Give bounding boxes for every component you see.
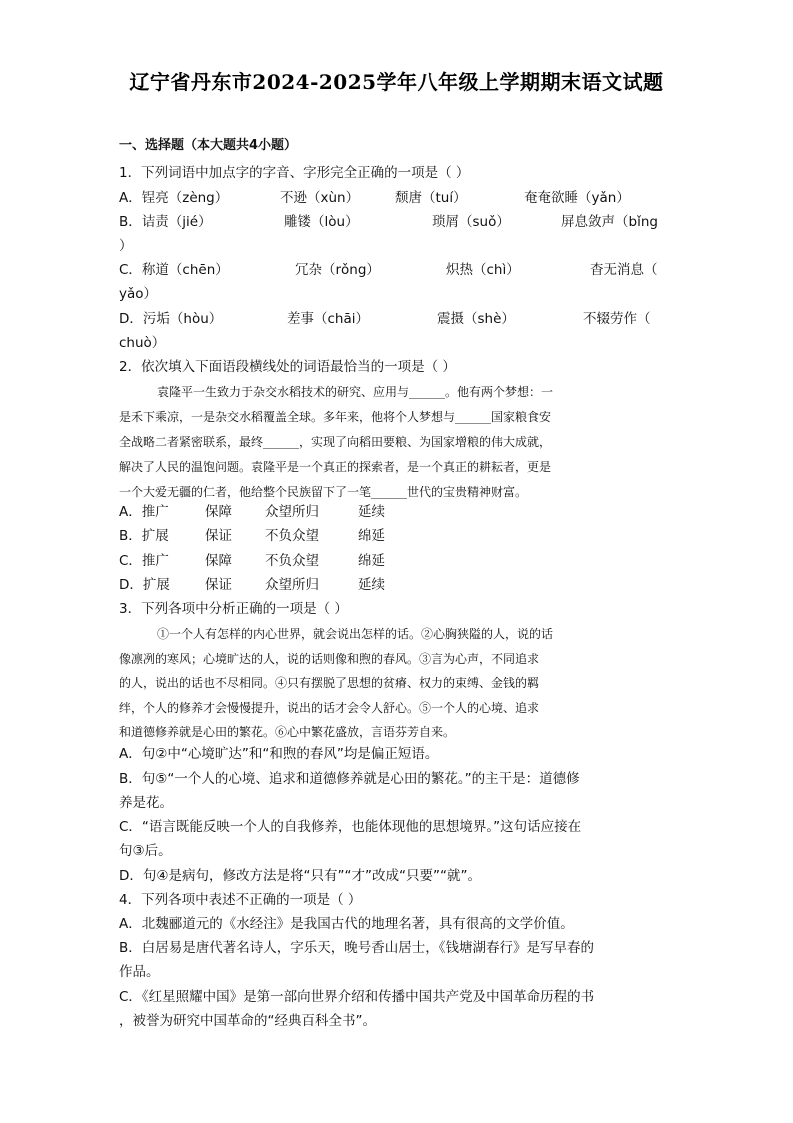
question-4-option-c: C．《红星照耀中国》是第一部向世界介绍和传播中国共产党及中国革命历程的书 — [119, 989, 595, 1005]
option-text: 不负众望 — [265, 553, 319, 569]
question-2-passage-line: 全战略二者紧密联系，最终______，实现了向稻田要粮、为国家增粮的伟大成就， — [119, 435, 552, 449]
option-text: A．推广 — [119, 504, 169, 520]
option-text: D．扩展 — [119, 577, 170, 593]
question-3-passage-line: 和道德修养就是心田的繁花。⑥心中繁花盛放，言语芬芳自来。 — [119, 725, 456, 739]
question-3-passage-line: 像凛冽的寒风；心境旷达的人，说的话则像和煦的春风。③言为心声，不同追求 — [119, 652, 540, 666]
option-text: 冗杂（rǒng） — [295, 262, 380, 278]
option-text: B．扩展 — [119, 528, 169, 544]
question-3-option-d: D．句④是病句，修改方法是将“只有”“才”改成“只要”“就”。 — [119, 868, 481, 884]
option-text: 保障 — [205, 553, 232, 569]
question-4-option-a: A．北魏郦道元的《水经注》是我国古代的地理名著，具有很高的文学价值。 — [119, 916, 574, 932]
option-text: 震摄（shè） — [437, 311, 515, 327]
option-text: 不辍劳作（ — [583, 311, 651, 327]
question-2-option-b — [119, 528, 679, 548]
option-text: 保证 — [205, 528, 232, 544]
question-1-option-b-wrap — [119, 238, 679, 258]
option-text: 延续 — [358, 504, 385, 520]
option-text: 绵延 — [358, 553, 385, 569]
question-3-option-b: B．句⑤“一个人的心境、追求和道德修养就是心田的繁花。”的主干是：道德修 — [119, 771, 580, 787]
option-text: D．污垢（hòu） — [119, 311, 223, 327]
question-2-passage-line: 一个大爱无疆的仁者，他给整个民族留下了一笔______世代的宝贵精神财富。 — [119, 485, 528, 499]
option-text: 不负众望 — [265, 528, 319, 544]
option-text: 奄奄欲睡（yǎn） — [524, 190, 630, 206]
question-2-stem: 2．依次填入下面语段横线处的词语最恰当的一项是（ ） — [119, 359, 456, 375]
question-3-option-a: A．句②中“心境旷达”和“和煦的春风”均是偏正短语。 — [119, 746, 439, 762]
question-4-option-b-wrap: 作品。 — [119, 964, 160, 980]
option-text: C．称道（chēn） — [119, 262, 229, 278]
option-text: 保证 — [205, 577, 232, 593]
question-4-stem: 4．下列各项中表述不正确的一项是（ ） — [119, 892, 362, 908]
option-text: chuò） — [119, 335, 166, 351]
question-1-option-d — [119, 311, 679, 331]
question-4-option-b: B．白居易是唐代著名诗人，字乐天，晚号香山居士，《钱塘湖春行》是写早春的 — [119, 940, 595, 956]
question-1-stem: 1．下列词语中加点字的字音、字形完全正确的一项是（ ） — [119, 165, 470, 181]
question-2-option-c — [119, 553, 679, 573]
question-1-option-a — [119, 190, 679, 210]
option-text: C．推广 — [119, 553, 169, 569]
option-text: 炽热（chì） — [446, 262, 520, 278]
option-text: 众望所归 — [265, 504, 319, 520]
question-3-option-c-wrap: 句③后。 — [119, 843, 172, 859]
question-2-option-a — [119, 504, 679, 524]
option-text: 杳无消息（ — [590, 262, 658, 278]
option-text: B．诘责（jié） — [119, 214, 212, 230]
option-text: 屏息敛声（bǐng — [561, 214, 658, 230]
option-text: 颓唐（tuí） — [395, 190, 467, 206]
question-2-option-d — [119, 577, 679, 597]
question-3-option-c: C．“语言既能反映一个人的自我修养，也能体现他的思想境界。”这句话应接在 — [119, 819, 582, 835]
question-3-passage-line: 的人，说出的话也不尽相同。④只有摆脱了思想的贫瘠、权力的束缚、金钱的羁 — [119, 676, 540, 690]
option-text: 众望所归 — [265, 577, 319, 593]
question-3-passage-line: 绊，个人的修养才会慢慢提升，说出的话才会令人舒心。⑤一个人的心境、追求 — [119, 701, 540, 715]
question-2-passage-line: 袁隆平一生致力于杂交水稻技术的研究、应用与______。他有两个梦想：一 — [157, 385, 554, 399]
option-text: 差事（chāi） — [287, 311, 370, 327]
question-2-passage-line: 是禾下乘凉，一是杂交水稻覆盖全球。多年来，他将个人梦想与______国家粮食安 — [119, 410, 552, 424]
option-text: A．锃亮（zèng） — [119, 190, 229, 206]
question-2-passage-line: 解决了人民的温饱问题。袁隆平是一个真正的探索者，是一个真正的耕耘者，更是 — [119, 460, 552, 474]
option-text: yǎo） — [119, 286, 158, 302]
question-1-option-d-wrap — [119, 335, 679, 355]
question-3-passage-line: ①一个人有怎样的内心世界，就会说出怎样的话。②心胸狭隘的人，说的话 — [157, 627, 554, 641]
option-text: 不逊（xùn） — [280, 190, 360, 206]
option-text: 雕镂（lòu） — [284, 214, 359, 230]
option-text: 延续 — [358, 577, 385, 593]
question-1-option-c-wrap — [119, 286, 679, 306]
page-title: 辽宁省丹东市2024-2025学年八年级上学期期末语文试题 — [129, 70, 664, 94]
option-text: ） — [119, 238, 133, 254]
question-3-stem: 3．下列各项中分析正确的一项是（ ） — [119, 601, 348, 617]
option-text: 保障 — [205, 504, 232, 520]
section-heading: 一、选择题（本大题共4小题） — [119, 138, 298, 153]
option-text: 琐屑（suǒ） — [432, 214, 510, 230]
question-4-option-c-wrap: ，被誉为研究中国革命的“经典百科全书”。 — [119, 1013, 376, 1029]
option-text: 绵延 — [358, 528, 385, 544]
question-1-option-b — [119, 214, 679, 234]
question-1-option-c — [119, 262, 679, 282]
question-3-option-b-wrap: 养是花。 — [119, 795, 173, 811]
